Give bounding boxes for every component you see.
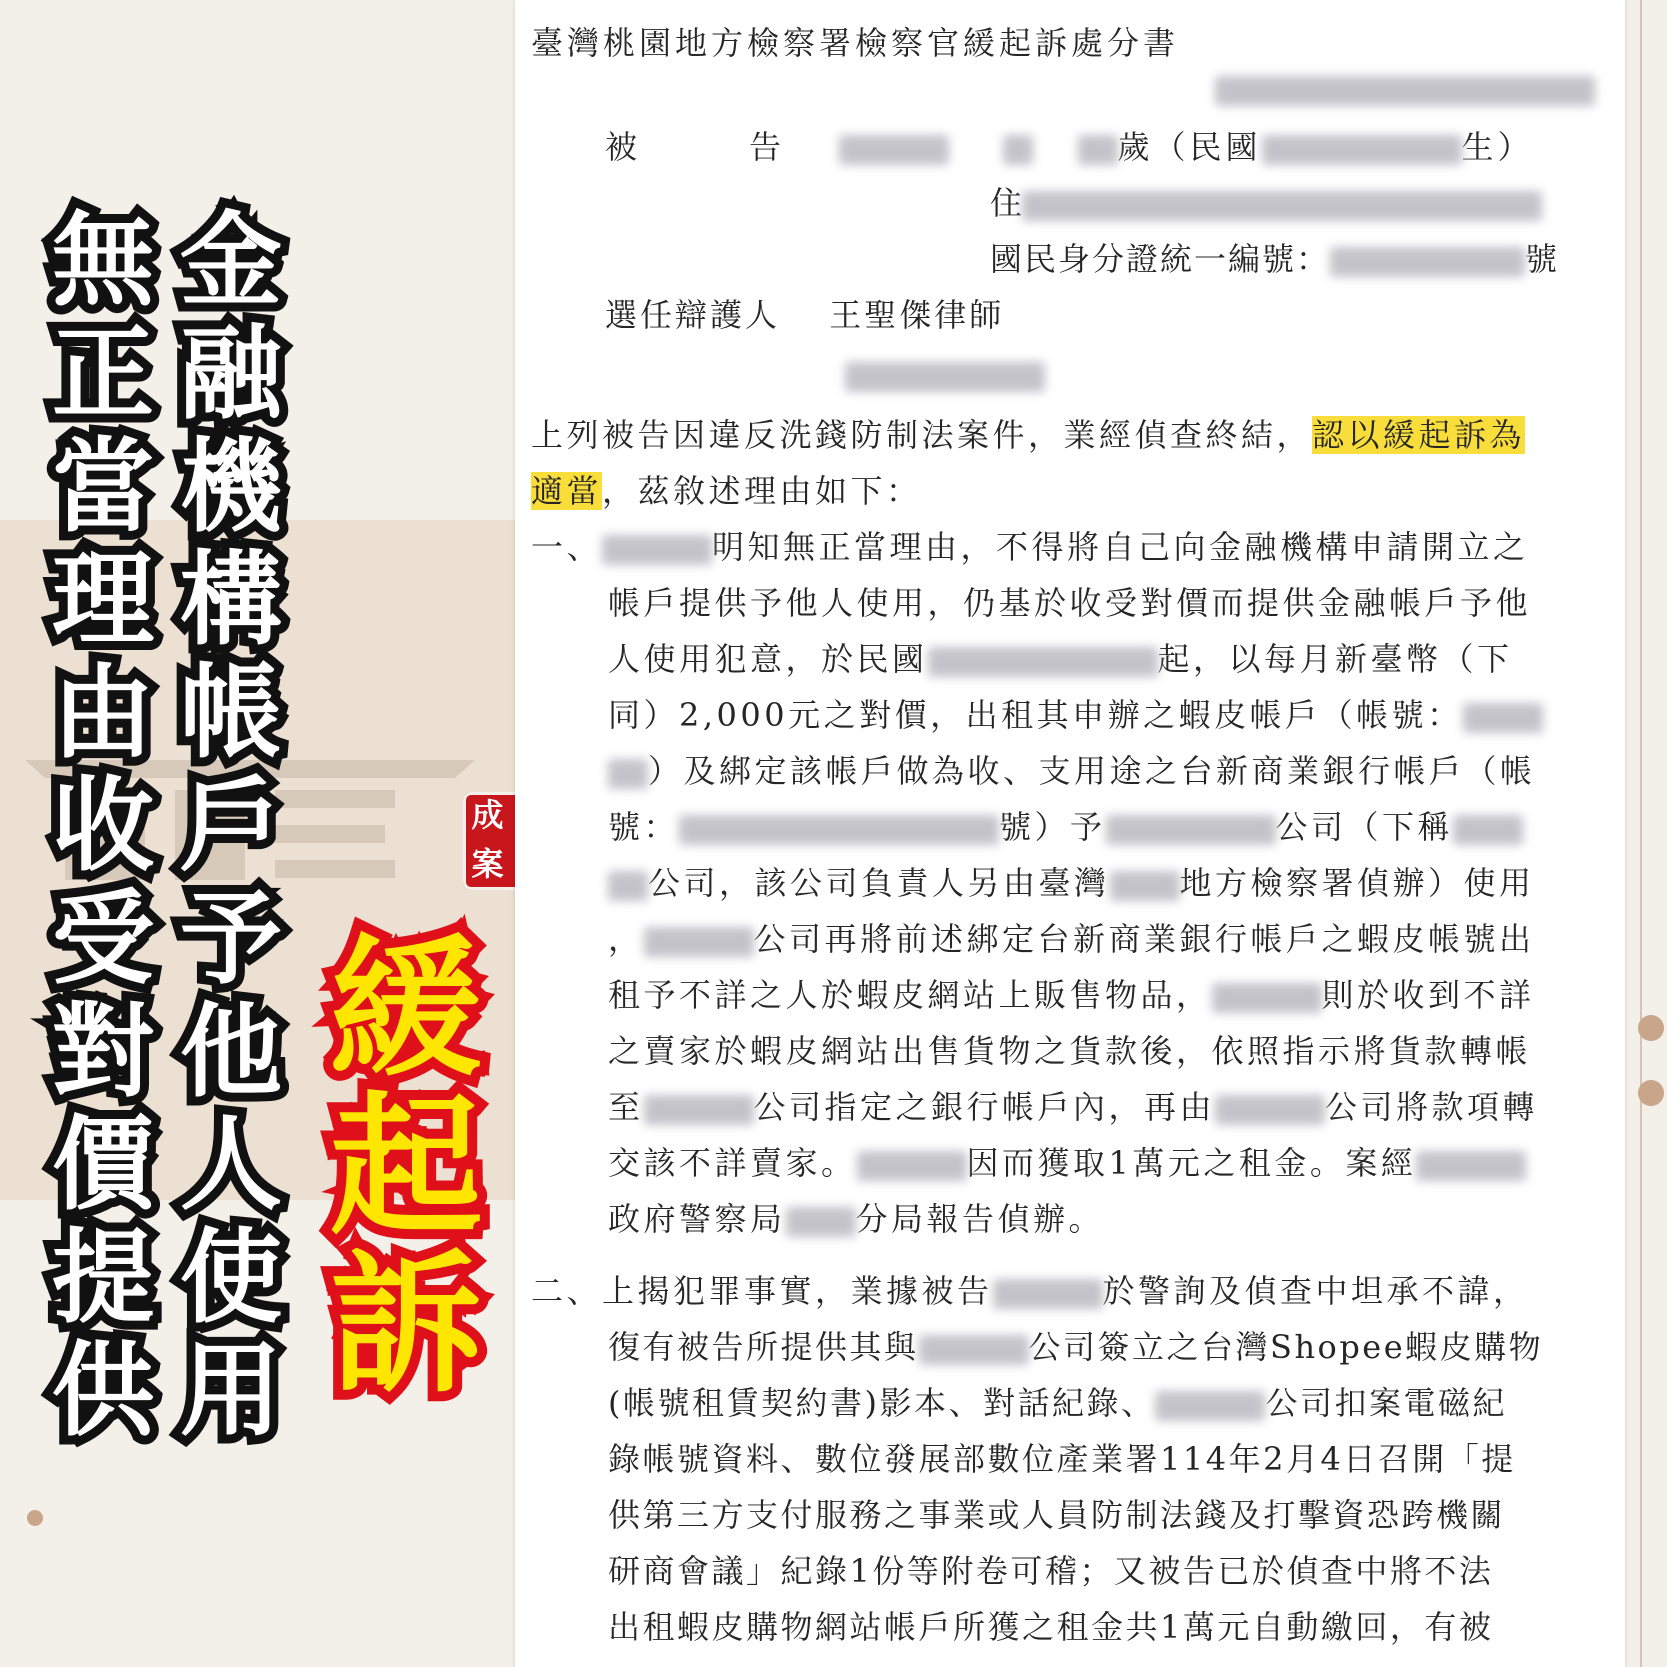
redacted-company xyxy=(919,1335,1029,1365)
para-text: 則於收到不詳 xyxy=(1321,976,1535,1014)
redacted-company xyxy=(1215,1095,1325,1125)
headline-char: 受 xyxy=(52,880,154,999)
para-text: 分局報告偵辦。 xyxy=(855,1200,1105,1238)
headline-column-1 xyxy=(52,202,154,1451)
seal-char: 成 xyxy=(471,796,504,834)
redacted-name xyxy=(857,1151,967,1181)
para2-line-2 xyxy=(608,1328,1543,1366)
redacted-id xyxy=(1330,247,1525,277)
para1-line-9 xyxy=(608,976,1535,1014)
para-text: ， xyxy=(608,920,644,958)
headline-column-2 xyxy=(180,202,282,1451)
redacted-name xyxy=(993,1279,1103,1309)
headline-char: 帳 xyxy=(180,654,282,773)
headline-char: 當 xyxy=(52,428,154,547)
redacted-company xyxy=(608,871,648,901)
intro-line-1 xyxy=(531,416,1525,454)
counsel-row xyxy=(605,296,1004,334)
headline-char: 提 xyxy=(52,1219,154,1338)
para-text: 因而獲取1萬元之租金。案經 xyxy=(966,1144,1417,1182)
headline-char: 他 xyxy=(180,993,282,1112)
para-text: 人使用犯意，於民國 xyxy=(608,640,928,678)
para-text: 同）2,000元之對價，出租其申辦之蝦皮帳戶（帳號： xyxy=(608,696,1463,734)
para-text: (帳號租賃契約書)影本、對話紀錄、 xyxy=(608,1384,1156,1422)
para-text: 起，以每月新臺幣（下 xyxy=(1157,640,1513,678)
para-text: 公司簽立之台灣Shopee蝦皮購物 xyxy=(1028,1328,1544,1366)
headline-char: 緩 xyxy=(330,920,482,1097)
seal-char: 案 xyxy=(471,845,504,883)
redacted-name xyxy=(839,135,949,165)
para1-line-3 xyxy=(608,640,1513,678)
counsel-name: 王聖傑律師 xyxy=(829,296,1005,334)
para-text: 公司，該公司負責人另由臺灣 xyxy=(648,864,1110,902)
address-row xyxy=(990,184,1542,222)
para-text: 研商會議」紀錄1份等附卷可稽；又被告已於偵查中將不法 xyxy=(608,1552,1494,1590)
age-label: 歲（民國 xyxy=(1117,128,1262,166)
para1-line-6 xyxy=(608,808,1523,846)
decor-dot xyxy=(1638,1015,1664,1041)
para-text: 之賣家於蝦皮網站出售貨物之貨款後，依照指示將貨款轉帳 xyxy=(608,1032,1532,1070)
para1-line-4 xyxy=(608,696,1543,734)
headline-char: 用 xyxy=(180,1332,282,1451)
id-row xyxy=(990,240,1559,278)
para1-line-7 xyxy=(608,864,1535,902)
intro-line-2 xyxy=(531,472,922,510)
id-suffix: 號 xyxy=(1525,240,1560,278)
para-number: 一、 xyxy=(531,528,603,566)
headline-char: 戶 xyxy=(180,767,282,886)
para-text: 租予不詳之人於蝦皮網站上販售物品， xyxy=(608,976,1212,1014)
para-text: 公司將款項轉 xyxy=(1325,1088,1539,1126)
para-text: 帳戶提供予他人使用，仍基於收受對價而提供金融帳戶予他 xyxy=(608,584,1532,622)
para-text: 於警詢及偵查中坦承不諱， xyxy=(1102,1272,1529,1310)
headline-char: 無 xyxy=(52,202,154,321)
redacted-company xyxy=(644,1095,754,1125)
para1-line-5 xyxy=(608,752,1536,790)
para1-line-13 xyxy=(608,1200,1104,1238)
para2-line-5 xyxy=(608,1496,1505,1534)
para1-line-8 xyxy=(608,920,1535,958)
headline-char: 機 xyxy=(180,428,282,547)
para1-line-11 xyxy=(608,1088,1538,1126)
redacted-city xyxy=(1416,1151,1526,1181)
para1-line-12 xyxy=(608,1144,1526,1182)
redacted-branch xyxy=(786,1207,856,1237)
para-text: 出租蝦皮購物網站帳戶所獲之租金共1萬元自動繳回，有被 xyxy=(608,1608,1494,1646)
redacted-company xyxy=(644,927,754,957)
redacted-name xyxy=(602,535,712,565)
para-text: 至 xyxy=(608,1088,644,1126)
headline-char: 正 xyxy=(52,315,154,434)
document-page xyxy=(515,0,1625,1667)
para-text: 公司指定之銀行帳戶內，再由 xyxy=(753,1088,1216,1126)
headline-char: 訴 xyxy=(330,1236,482,1413)
headline-char: 由 xyxy=(52,654,154,773)
redacted-company xyxy=(1453,815,1523,845)
headline-char: 人 xyxy=(180,1106,282,1225)
para-text: 號）予 xyxy=(999,808,1106,846)
para-number: 二、 xyxy=(531,1272,603,1310)
address-label: 住 xyxy=(990,184,1023,222)
right-divider xyxy=(1640,0,1642,1667)
para-text: 號： xyxy=(608,808,680,846)
para-text: 公司（下稱 xyxy=(1275,808,1454,846)
para-text: 供第三方支付服務之事業或人員防制法錢及打擊資恐跨機關 xyxy=(608,1496,1506,1534)
para2-line-1 xyxy=(531,1272,1529,1310)
counsel-label: 選任辯護人 xyxy=(605,296,781,334)
para-text: 公司扣案電磁紀 xyxy=(1265,1384,1507,1422)
para2-line-4 xyxy=(608,1440,1516,1478)
para-text: 公司再將前述綁定台新商業銀行帳戶之蝦皮帳號出 xyxy=(753,920,1535,958)
para2-line-6 xyxy=(608,1552,1493,1590)
headline-char: 價 xyxy=(52,1106,154,1225)
intro-text: ，茲敘述理由如下： xyxy=(602,472,922,510)
headline-char: 對 xyxy=(52,993,154,1112)
document-title: 臺灣桃園地方檢察署檢察官緩起訴處分書 xyxy=(531,24,1180,62)
para1-line-10 xyxy=(608,1032,1531,1070)
redacted-bank-account xyxy=(679,815,999,845)
redacted-account xyxy=(1463,703,1543,733)
redacted-district xyxy=(1110,871,1180,901)
defendant-row xyxy=(605,128,1534,166)
redacted-counsel-address xyxy=(845,362,1045,392)
intro-highlight: 適當 xyxy=(531,472,603,510)
para-text: 明知無正當理由，不得將自己向金融機構申請開立之 xyxy=(712,528,1529,566)
para-text: 錄帳號資料、數位發展部數位產業署114年2月4日召開「提 xyxy=(608,1440,1516,1478)
redacted-case-number xyxy=(1215,76,1595,106)
redacted-address xyxy=(1022,191,1542,221)
defendant-label: 被 告 xyxy=(605,128,786,166)
para-text: 地方檢察署偵辦）使用 xyxy=(1179,864,1535,902)
para2-line-3 xyxy=(608,1384,1507,1422)
headline-char: 融 xyxy=(180,315,282,434)
headline-emphasis xyxy=(330,920,482,1413)
para-text: 政府警察局 xyxy=(608,1200,786,1238)
redacted-date xyxy=(928,647,1158,677)
redacted-name xyxy=(1212,983,1322,1013)
redacted-age xyxy=(1078,135,1118,165)
headline-char: 使 xyxy=(180,1219,282,1338)
para1-line-1 xyxy=(531,528,1529,566)
para-text: 上揭犯罪事實，業據被告 xyxy=(602,1272,993,1310)
id-label: 國民身分證統一編號： xyxy=(990,240,1331,278)
redacted-birthdate xyxy=(1262,135,1462,165)
redacted-company xyxy=(1155,1391,1265,1421)
redacted-gender xyxy=(1003,135,1033,165)
intro-text: 上列被告因違反洗錢防制法案件，業經偵查終結， xyxy=(531,416,1313,454)
para-text: 復有被告所提供其與 xyxy=(608,1328,919,1366)
decor-dot xyxy=(1638,1080,1664,1106)
para-text: 交該不詳賣家。 xyxy=(608,1144,857,1182)
para-text: ）及綁定該帳戶做為收、支用途之台新商業銀行帳戶（帳 xyxy=(648,752,1536,790)
birth-label: 生） xyxy=(1461,128,1534,166)
headline-char: 構 xyxy=(180,541,282,660)
headline-char: 收 xyxy=(52,767,154,886)
headline-char: 金 xyxy=(180,202,282,321)
intro-highlight: 認以緩起訴為 xyxy=(1312,416,1526,454)
para1-line-2 xyxy=(608,584,1531,622)
redacted-company xyxy=(1106,815,1276,845)
decor-dot xyxy=(27,1510,43,1526)
headline-char: 理 xyxy=(52,541,154,660)
redacted-account xyxy=(608,759,648,789)
headline-char: 予 xyxy=(180,880,282,999)
headline-char: 起 xyxy=(330,1078,482,1255)
headline-char: 供 xyxy=(52,1332,154,1451)
para2-line-7 xyxy=(608,1608,1493,1646)
